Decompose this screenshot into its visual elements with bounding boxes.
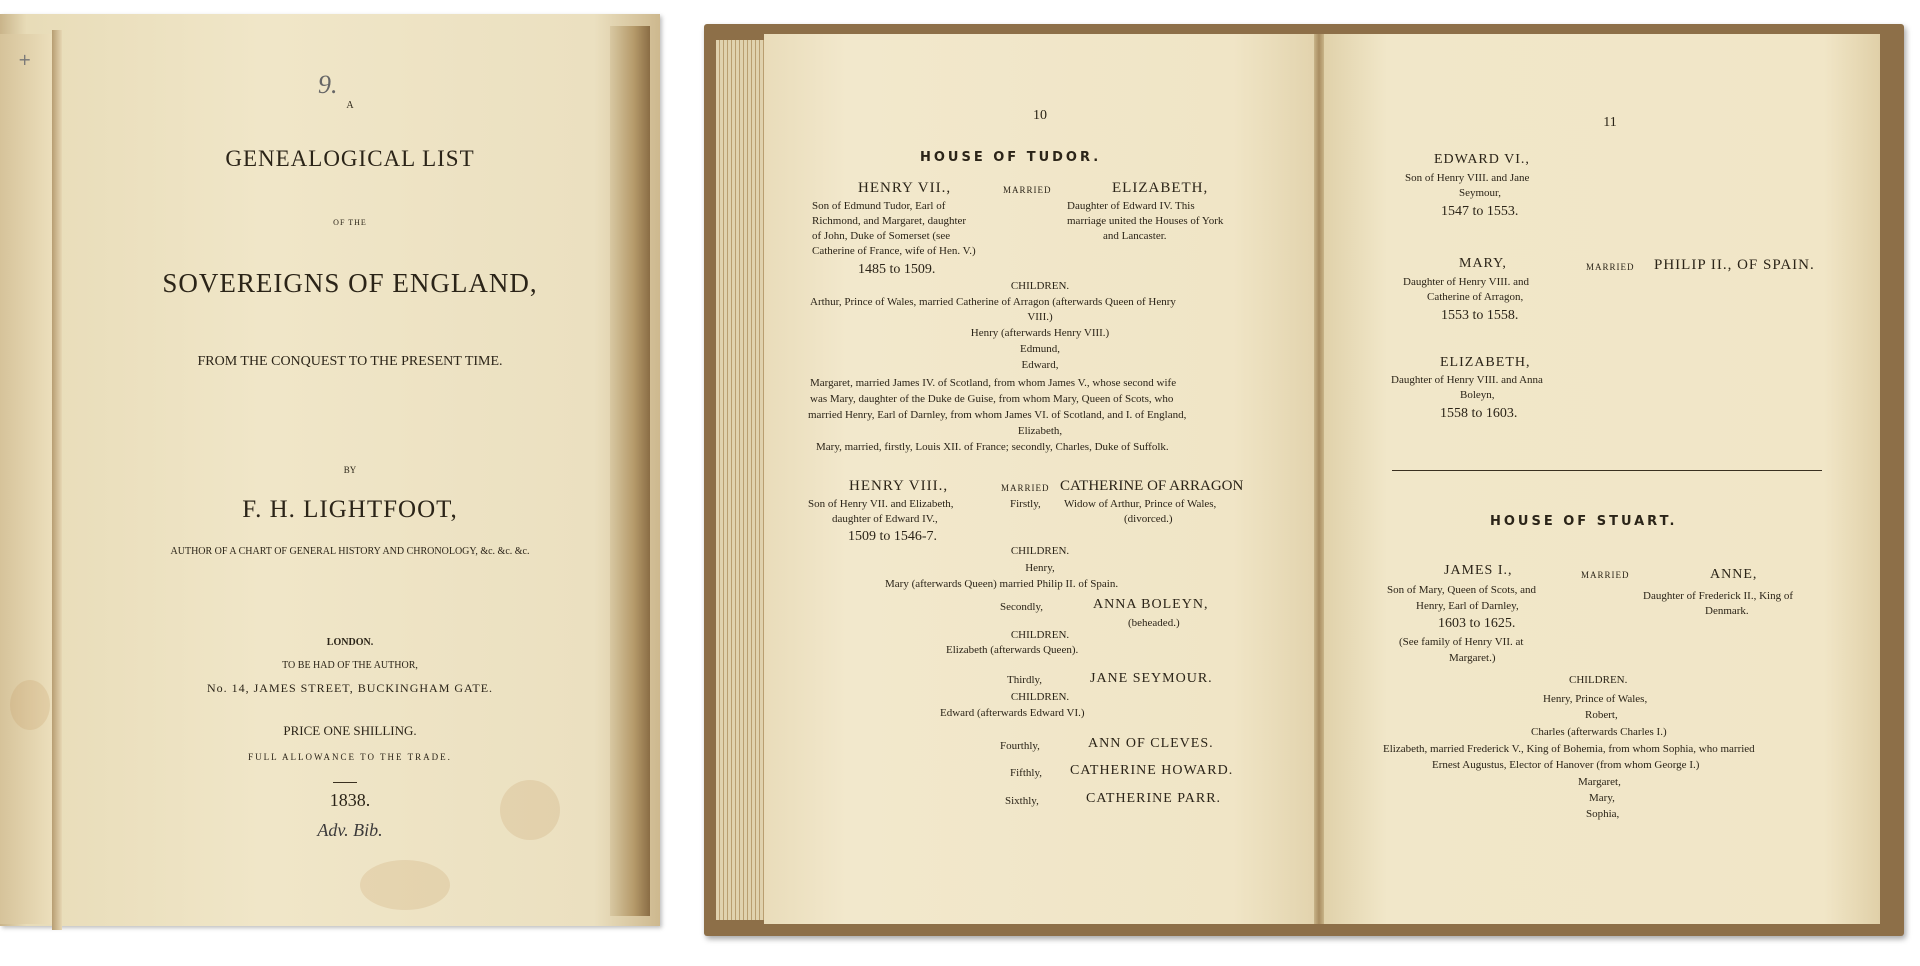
- title-by: BY: [343, 465, 357, 475]
- henry-vii-desc: Richmond, and Margaret, daughter: [812, 215, 967, 227]
- fourthly-label: Fourthly,: [1000, 740, 1040, 752]
- philip-ii: PHILIP II., OF SPAIN.: [1654, 257, 1815, 273]
- james-i-desc: Son of Mary, Queen of Scots, and: [1387, 584, 1536, 596]
- child-line: Margaret, married James IV. of Scotland, from whom James V., whose second wife: [810, 377, 1177, 389]
- henry-viii-dates: 1509 to 1546-7.: [848, 529, 938, 544]
- child-line: Mary, married, firstly, Louis XII. of France; secondly, Charles, Duke of Suffolk.: [816, 441, 1169, 453]
- foxing-stain: [10, 680, 50, 730]
- sixthly-label: Sixthly,: [1005, 795, 1039, 807]
- henry-vii-dates: 1485 to 1509.: [858, 262, 936, 277]
- child-line: VIII.): [1027, 311, 1053, 323]
- child-line: Edward (afterwards Edward VI.): [940, 707, 1085, 719]
- price: PRICE ONE SHILLING.: [283, 723, 417, 738]
- fifthly-label: Fifthly,: [1010, 767, 1042, 779]
- married-label: MARRIED: [1003, 185, 1052, 195]
- james-i-note: (See family of Henry VII. at: [1399, 636, 1524, 648]
- title-line1: GENEALOGICAL LIST: [225, 146, 475, 171]
- child-line: Henry (afterwards Henry VIII.): [970, 327, 1110, 339]
- child-line: Margaret,: [1578, 776, 1621, 788]
- mary-desc: Catherine of Arragon,: [1427, 291, 1524, 303]
- page-11: [1320, 34, 1880, 924]
- trade-allowance: FULL ALLOWANCE TO THE TRADE.: [248, 752, 452, 762]
- child-line: was Mary, daughter of the Duke de Guise, from whom Mary, Queen of Scots, who: [810, 393, 1174, 405]
- child-line: Edward,: [1021, 359, 1059, 371]
- married-label: MARRIED: [1001, 483, 1050, 493]
- children-label: CHILDREN.: [1010, 545, 1070, 557]
- flyleaf: [0, 34, 60, 924]
- children-label: CHILDREN.: [1010, 629, 1070, 641]
- page-stack: [716, 40, 764, 920]
- house-heading: HOUSE OF TUDOR.: [920, 150, 1102, 165]
- james-i-note: Margaret.): [1449, 652, 1496, 664]
- author-note: AUTHOR OF A CHART OF GENERAL HISTORY AND CHRONOLOGY, &c. &c. &c.: [170, 546, 530, 557]
- married-label: MARRIED: [1586, 262, 1635, 272]
- title-a: A: [346, 100, 354, 111]
- child-line: Arthur, Prince of Wales, married Catherine of Arragon (afterwards Queen of Henry: [810, 296, 1176, 308]
- catherine-arragon-desc: (divorced.): [1124, 513, 1173, 525]
- elizabeth-york-desc: Daughter of Edward IV. This: [1067, 200, 1195, 212]
- title-line2: SOVEREIGNS OF ENGLAND,: [162, 268, 538, 298]
- child-line: Mary,: [1589, 792, 1615, 804]
- child-line: Ernest Augustus, Elector of Hanover (from whom George I.): [1432, 759, 1700, 771]
- title-line3: FROM THE CONQUEST TO THE PRESENT TIME.: [197, 354, 503, 369]
- child-line: married Henry, Earl of Darnley, from whom James VI. of Scotland, and I. of England,: [808, 409, 1187, 421]
- thirdly-label: Thirdly,: [1007, 674, 1043, 686]
- catherine-arragon-name: CATHERINE OF ARRAGON: [1060, 478, 1244, 494]
- children-label: CHILDREN.: [1569, 674, 1628, 686]
- secondly-label: Secondly,: [1000, 601, 1043, 613]
- henry-viii-desc: daughter of Edward IV.,: [832, 513, 938, 525]
- house-heading: HOUSE OF STUART.: [1490, 514, 1678, 529]
- beheaded-note: (beheaded.): [1128, 617, 1180, 629]
- mary-name: MARY,: [1459, 256, 1507, 271]
- elizabeth-i-desc: Boleyn,: [1460, 389, 1495, 401]
- children-label: CHILDREN.: [1010, 280, 1070, 292]
- henry-vii-desc: Son of Edmund Tudor, Earl of: [812, 200, 946, 212]
- short-rule: [333, 782, 357, 783]
- catherine-arragon-desc: Widow of Arthur, Prince of Wales,: [1064, 498, 1217, 510]
- imprint-address: No. 14, JAMES STREET, BUCKINGHAM GATE.: [206, 681, 494, 695]
- anna-boleyn: ANNA BOLEYN,: [1093, 597, 1209, 612]
- child-line: Charles (afterwards Charles I.): [1531, 726, 1667, 738]
- firstly-label: Firstly,: [1010, 498, 1041, 510]
- anne-name: ANNE,: [1710, 567, 1758, 582]
- james-i-name: JAMES I.,: [1444, 563, 1513, 578]
- edward-vi-dates: 1547 to 1553.: [1441, 204, 1519, 219]
- child-line: Sophia,: [1586, 808, 1620, 820]
- elizabeth-york-desc: marriage united the Houses of York: [1067, 215, 1224, 227]
- year: 1838.: [329, 790, 371, 810]
- child-line: Elizabeth, married Frederick V., King of Bohemia, from whom Sophia, who married: [1383, 743, 1755, 755]
- imprint-city: LONDON.: [326, 637, 374, 648]
- married-label: MARRIED: [1581, 570, 1630, 580]
- child-line: Elizabeth,: [1017, 425, 1063, 437]
- edward-vi-name: EDWARD VI.,: [1434, 152, 1530, 167]
- foxing-stain: [360, 860, 450, 910]
- catherine-parr: CATHERINE PARR.: [1086, 791, 1222, 806]
- child-line: Henry,: [1025, 562, 1055, 574]
- elizabeth-york-desc: and Lancaster.: [1103, 230, 1167, 242]
- elizabeth-i-desc: Daughter of Henry VIII. and Anna: [1391, 374, 1543, 386]
- jane-seymour: JANE SEYMOUR.: [1090, 671, 1213, 686]
- elizabeth-i-dates: 1558 to 1603.: [1440, 406, 1518, 421]
- child-line: Mary (afterwards Queen) married Philip II. of Spain.: [885, 578, 1119, 590]
- henry-viii-desc: Son of Henry VII. and Elizabeth,: [808, 498, 954, 510]
- title-of-the: OF THE: [333, 218, 367, 227]
- handwritten-signature: Adv. Bib.: [317, 820, 383, 840]
- henry-vii-name: HENRY VII.,: [858, 180, 952, 196]
- mary-dates: 1553 to 1558.: [1441, 308, 1519, 323]
- edward-vi-desc: Son of Henry VIII. and Jane: [1405, 172, 1530, 184]
- child-line: Henry, Prince of Wales,: [1543, 693, 1648, 705]
- page-number-11: 11: [1603, 115, 1617, 130]
- james-i-desc: Henry, Earl of Darnley,: [1416, 600, 1519, 612]
- henry-vii-desc: Catherine of France, wife of Hen. V.): [812, 245, 976, 257]
- author-name: F. H. LIGHTFOOT,: [242, 496, 458, 523]
- elizabeth-i-name: ELIZABETH,: [1440, 355, 1531, 370]
- pencil-plus: +: [18, 50, 32, 69]
- henry-vii-desc: of John, Duke of Somerset (see: [812, 230, 951, 242]
- child-line: Edmund,: [1019, 343, 1061, 355]
- elizabeth-york-name: ELIZABETH,: [1112, 180, 1209, 196]
- anne-desc: Denmark.: [1705, 605, 1749, 617]
- catherine-howard: CATHERINE HOWARD.: [1070, 763, 1234, 778]
- henry-viii-name: HENRY VIII.,: [849, 478, 949, 494]
- james-i-dates: 1603 to 1625.: [1438, 616, 1516, 631]
- section-rule: [1392, 470, 1822, 471]
- child-line: Elizabeth (afterwards Queen).: [946, 644, 1079, 656]
- anne-desc: Daughter of Frederick II., King of: [1643, 590, 1793, 602]
- ann-of-cleves: ANN OF CLEVES.: [1088, 736, 1214, 751]
- child-line: Robert,: [1585, 709, 1618, 721]
- children-label: CHILDREN.: [1010, 691, 1070, 703]
- mary-desc: Daughter of Henry VIII. and: [1403, 276, 1529, 288]
- edward-vi-desc: Seymour,: [1459, 187, 1502, 199]
- pencil-number: 9.: [318, 70, 338, 99]
- page-number-10: 10: [1033, 108, 1047, 123]
- gutter: [1314, 34, 1324, 924]
- imprint-had-of: TO BE HAD OF THE AUTHOR,: [282, 660, 418, 671]
